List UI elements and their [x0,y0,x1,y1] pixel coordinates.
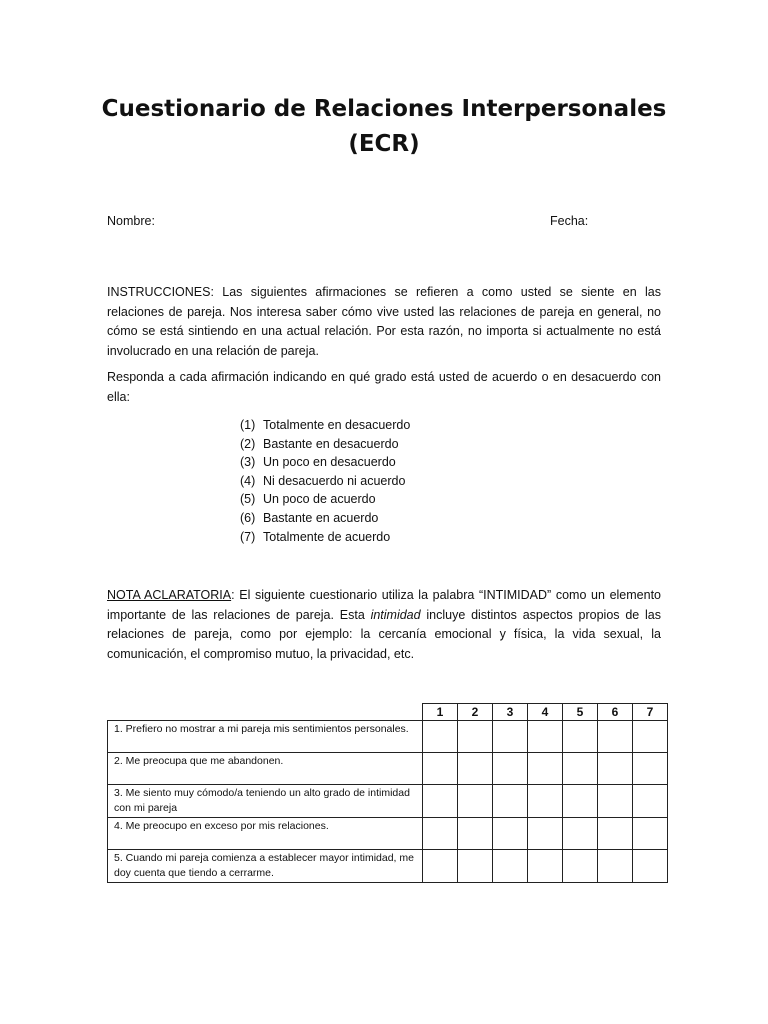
table-header-4: 4 [528,704,563,721]
answer-cell[interactable] [598,721,633,753]
answer-cell[interactable] [423,850,458,883]
answer-cell[interactable] [458,721,493,753]
answer-cell[interactable] [493,818,528,850]
question-text: 5. Cuando mi pareja comienza a establecer mayor intimidad, me doy cuenta que tiendo a cerrarme. [108,850,423,883]
answer-cell[interactable] [423,753,458,785]
answer-cell[interactable] [493,785,528,818]
scale-label: Ni desacuerdo ni acuerdo [263,473,406,488]
answer-cell[interactable] [563,721,598,753]
answer-cell[interactable] [458,785,493,818]
name-label: Nombre: [107,214,155,228]
questionnaire-table [107,703,668,883]
answer-cell[interactable] [528,721,563,753]
table-header-blank [108,704,423,721]
note-italic-word: intimidad [370,607,421,622]
note-text-part-1: : El siguiente cuestionario utiliza la palabra “INTIMIDAD” como un elemento importante de las relaciones de pareja. Esta [107,588,662,622]
instructions-paragraph: INSTRUCCIONES: Las siguientes afirmaciones se refieren a como usted se siente en las relaciones de pareja. Nos interesa saber cómo vive usted las relaciones de pareja en general, no cómo se está sintiendo en una actual relación. Por esta razón, no importa si actualmente no está involucrado en una relación de pareja. [107,285,661,358]
answer-cell[interactable] [633,850,668,883]
answer-cell[interactable] [633,753,668,785]
scale-label: Totalmente de acuerdo [263,529,391,544]
title-line-1: Cuestionario de Relaciones Interpersonales [101,96,667,122]
response-scale-list [240,416,410,546]
answer-cell[interactable] [528,753,563,785]
answer-cell[interactable] [633,818,668,850]
table-row [108,753,668,785]
table-header-1: 1 [423,704,458,721]
question-text: 3. Me siento muy cómodo/a teniendo un alto grado de intimidad con mi pareja [108,785,423,818]
note-paragraph [107,586,661,664]
answer-cell[interactable] [598,850,633,883]
scale-number: (5) [240,492,256,507]
scale-item [240,528,410,547]
scale-number: (3) [240,455,256,470]
date-label: Fecha: [550,214,589,228]
scale-label: Bastante en acuerdo [263,510,379,525]
answer-cell[interactable] [528,785,563,818]
table-header-2: 2 [458,704,493,721]
scale-label: Un poco de acuerdo [263,492,376,507]
respond-paragraph: Responda a cada afirmación indicando en qué grado está usted de acuerdo o en desacuerdo con ella: [107,370,661,404]
table-header-5: 5 [563,704,598,721]
answer-cell[interactable] [423,818,458,850]
question-text: 1. Prefiero no mostrar a mi pareja mis sentimientos personales. [108,721,423,753]
answer-cell[interactable] [458,818,493,850]
answer-cell[interactable] [423,721,458,753]
table-header-3: 3 [493,704,528,721]
answer-cell[interactable] [563,850,598,883]
scale-number: (4) [240,473,256,488]
answer-cell[interactable] [458,753,493,785]
answer-cell[interactable] [633,785,668,818]
answer-cell[interactable] [563,785,598,818]
scale-label: Bastante en desacuerdo [263,436,399,451]
answer-cell[interactable] [528,850,563,883]
answer-cell[interactable] [493,721,528,753]
answer-cell[interactable] [598,785,633,818]
answer-cell[interactable] [493,850,528,883]
scale-item [240,416,410,435]
table-header-7: 7 [633,704,668,721]
title-line-2: (ECR) [348,131,420,157]
answer-cell[interactable] [563,818,598,850]
scale-item [240,453,410,472]
scale-label: Un poco en desacuerdo [263,455,396,470]
table-row [108,721,668,753]
table-row [108,850,668,883]
scale-item [240,490,410,509]
table-row [108,818,668,850]
table-row [108,785,668,818]
scale-number: (7) [240,529,256,544]
answer-cell[interactable] [528,818,563,850]
scale-number: (2) [240,436,256,451]
answer-cell[interactable] [598,818,633,850]
table-header-row [108,704,668,721]
answer-cell[interactable] [633,721,668,753]
scale-label: Totalmente en desacuerdo [263,418,411,432]
note-text-part-2: incluye distintos aspectos propios de las relaciones de pareja, como por ejemplo: la cercanía emocional y física, la vida sexual, la comunicación, el compromiso mutuo, la privacidad, etc. [107,607,661,661]
scale-number: (6) [240,510,256,525]
question-text: 2. Me preocupa que me abandonen. [108,753,423,785]
scale-item [240,435,410,454]
scale-item [240,472,410,491]
answer-cell[interactable] [493,753,528,785]
answer-cell[interactable] [598,753,633,785]
answer-cell[interactable] [423,785,458,818]
page-title [60,92,708,162]
note-label: NOTA ACLARATORIA [107,588,232,602]
question-text: 4. Me preocupo en exceso por mis relaciones. [108,818,423,850]
scale-item [240,509,410,528]
answer-cell[interactable] [563,753,598,785]
scale-number: (1) [240,418,256,432]
table-header-6: 6 [598,704,633,721]
answer-cell[interactable] [458,850,493,883]
